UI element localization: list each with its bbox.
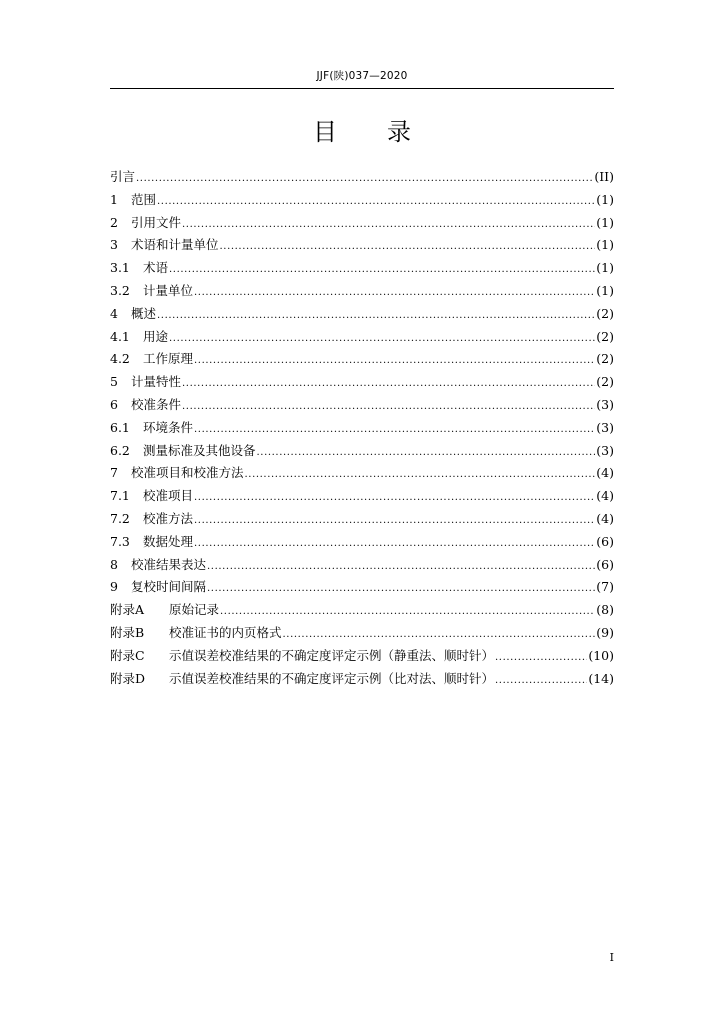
toc-entry-label: 校准项目和校准方法: [131, 465, 244, 481]
toc-dot-leader: [182, 219, 595, 230]
toc-entry[interactable]: [110, 577, 614, 600]
toc-entry[interactable]: [110, 623, 614, 646]
toc-entry-page: (II): [594, 169, 614, 184]
toc-entry-label: 校准结果表达: [131, 556, 207, 572]
toc-entry[interactable]: [110, 258, 614, 281]
toc-entry[interactable]: [110, 669, 614, 692]
toc-entry-label: 测量标准及其他设备: [143, 442, 256, 458]
toc-entry-label: 术语: [143, 260, 169, 276]
toc-entry-number: 1: [110, 191, 118, 207]
toc-entry-number: 附录A: [110, 602, 145, 618]
toc-entry-number: 3: [110, 237, 118, 253]
page-number: I: [609, 951, 614, 964]
toc-dot-leader: [495, 675, 587, 686]
toc-entry-number: 附录B: [110, 624, 145, 640]
toc-entry-label: 原始记录: [169, 602, 220, 618]
toc-entry[interactable]: [110, 463, 614, 486]
toc-entry[interactable]: [110, 327, 614, 350]
document-code-header: JJF(陕)037—2020: [316, 70, 408, 82]
toc-entry-page: (2): [596, 328, 614, 344]
toc-entry-label: 引言: [110, 169, 136, 184]
toc-dot-leader: [157, 310, 595, 321]
toc-dot-leader: [245, 469, 596, 480]
toc-entry-page: (6): [596, 533, 614, 549]
toc-entry-page: (3): [596, 396, 614, 412]
toc-entry-page: (1): [596, 191, 614, 207]
toc-dot-leader: [194, 287, 595, 298]
toc-entry-label: 校准方法: [143, 510, 194, 526]
toc-entry-number: 4: [110, 305, 118, 321]
table-of-contents: [110, 167, 614, 691]
toc-entry-page: (4): [596, 488, 614, 504]
toc-entry-page: (3): [596, 419, 614, 435]
toc-entry-page: (1): [596, 237, 614, 253]
toc-entry[interactable]: [110, 600, 614, 623]
toc-entry[interactable]: [110, 372, 614, 395]
toc-entry[interactable]: [110, 646, 614, 669]
toc-entry-page: (2): [596, 374, 614, 390]
toc-entry-number: 7.3: [110, 533, 130, 549]
toc-entry-label: 用途: [143, 328, 169, 344]
toc-entry-label: 校准证书的内页格式: [169, 624, 282, 640]
toc-entry-page: (6): [596, 556, 614, 572]
toc-entry-label: 术语和计量单位: [131, 237, 219, 253]
toc-entry-number: 6: [110, 396, 118, 412]
toc-entry-number: 7: [110, 465, 118, 481]
header-divider: [110, 88, 614, 89]
toc-dot-leader: [157, 196, 595, 207]
toc-dot-leader: [194, 492, 595, 503]
toc-entry-number: 附录C: [110, 647, 145, 663]
toc-entry-label: 校准项目: [143, 488, 194, 504]
toc-entry-page: (2): [596, 305, 614, 321]
toc-dot-leader: [220, 606, 595, 617]
toc-entry-label: 计量特性: [131, 374, 182, 390]
toc-entry-page: (1): [596, 282, 614, 298]
toc-dot-leader: [194, 424, 595, 435]
toc-entry-number: 8: [110, 556, 118, 572]
toc-dot-leader: [283, 629, 596, 640]
toc-entry-number: 4.1: [110, 328, 130, 344]
toc-entry-label: 复校时间间隔: [131, 579, 207, 595]
toc-entry[interactable]: [110, 509, 614, 532]
toc-entry[interactable]: [110, 167, 614, 190]
toc-dot-leader: [194, 355, 595, 366]
toc-entry[interactable]: [110, 304, 614, 327]
toc-dot-leader: [194, 538, 595, 549]
toc-dot-leader: [207, 583, 595, 594]
toc-entry-label: 示值误差校准结果的不确定度评定示例（比对法、顺时针）: [169, 670, 495, 686]
toc-dot-leader: [220, 241, 596, 252]
toc-entry[interactable]: [110, 235, 614, 258]
toc-entry-label: 计量单位: [143, 282, 194, 298]
toc-entry-label: 工作原理: [143, 351, 194, 367]
toc-entry-page: (7): [596, 579, 614, 595]
toc-dot-leader: [182, 401, 595, 412]
toc-entry-label: 数据处理: [143, 533, 194, 549]
toc-dot-leader: [169, 264, 595, 275]
toc-dot-leader: [169, 333, 595, 344]
toc-entry[interactable]: [110, 213, 614, 236]
toc-entry-label: 校准条件: [131, 396, 182, 412]
toc-dot-leader: [495, 652, 587, 663]
toc-entry[interactable]: [110, 349, 614, 372]
toc-entry[interactable]: [110, 190, 614, 213]
toc-entry-number: 9: [110, 579, 118, 595]
page-title: 目录: [313, 118, 461, 146]
toc-entry-label: 示值误差校准结果的不确定度评定示例（静重法、顺时针）: [169, 647, 495, 663]
toc-entry-number: 5: [110, 374, 118, 390]
toc-entry-page: (14): [588, 670, 614, 686]
toc-entry-page: (8): [596, 602, 614, 618]
toc-entry[interactable]: [110, 418, 614, 441]
toc-entry-page: (1): [596, 214, 614, 230]
toc-entry-number: 6.1: [110, 419, 130, 435]
toc-entry-number: 附录D: [110, 670, 146, 686]
toc-entry-label: 范围: [131, 191, 157, 207]
toc-entry-page: (2): [596, 351, 614, 367]
toc-entry-label: 概述: [131, 305, 157, 321]
toc-dot-leader: [207, 561, 595, 572]
toc-entry-number: 7.1: [110, 488, 130, 504]
toc-entry-page: (10): [588, 647, 614, 663]
toc-entry[interactable]: [110, 395, 614, 418]
toc-entry-number: 3.1: [110, 260, 130, 276]
toc-entry-page: (9): [596, 624, 614, 640]
toc-dot-leader: [257, 447, 596, 458]
toc-dot-leader: [136, 173, 593, 184]
toc-entry-label: 引用文件: [131, 214, 182, 230]
toc-entry-number: 3.2: [110, 282, 130, 298]
toc-entry-number: 7.2: [110, 510, 130, 526]
toc-entry-number: 4.2: [110, 351, 130, 367]
toc-entry[interactable]: [110, 441, 614, 464]
toc-entry-page: (3): [596, 442, 614, 458]
toc-entry[interactable]: [110, 281, 614, 304]
toc-entry-page: (1): [596, 260, 614, 276]
toc-entry-number: 2: [110, 214, 118, 230]
toc-dot-leader: [194, 515, 595, 526]
toc-entry[interactable]: [110, 486, 614, 509]
toc-entry-page: (4): [596, 465, 614, 481]
toc-entry-page: (4): [596, 510, 614, 526]
toc-dot-leader: [182, 378, 595, 389]
toc-entry-label: 环境条件: [143, 419, 194, 435]
toc-entry[interactable]: [110, 532, 614, 555]
toc-entry[interactable]: [110, 555, 614, 578]
toc-entry-number: 6.2: [110, 442, 130, 458]
